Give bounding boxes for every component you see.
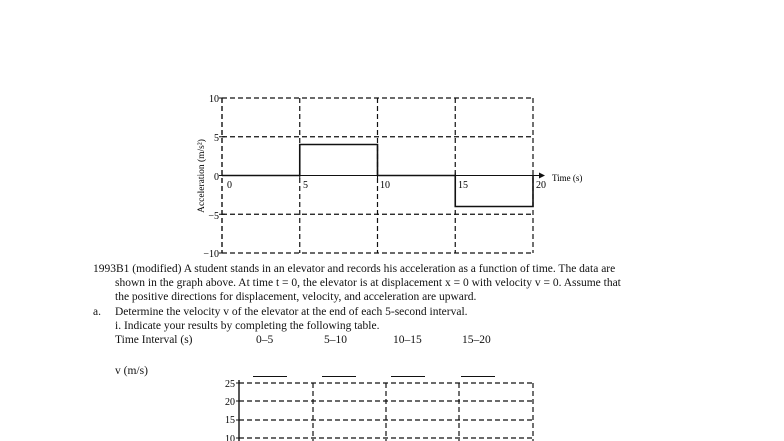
x-axis-label: Time (s) [552, 173, 583, 183]
velocity-answer-blank-3[interactable] [391, 376, 425, 377]
part-a-i-text: i. Indicate your results by completing the following table. [115, 320, 380, 332]
y-tick-label: −10 [203, 249, 219, 260]
x-tick-label: 15 [458, 180, 468, 191]
acceleration-x-tick-labels [227, 180, 546, 191]
y-tick-label: 0 [214, 172, 219, 183]
velocity-graph-grid [236, 380, 533, 441]
velocity-y-tick-labels [225, 379, 235, 441]
y-tick-label: 5 [214, 133, 219, 144]
x-tick-label: 0 [227, 180, 232, 191]
velocity-row-label: v (m/s) [115, 365, 148, 377]
y-tick-label: 10 [209, 94, 219, 105]
interval-header-0-5: 0–5 [256, 334, 274, 346]
x-tick-label: 5 [303, 180, 308, 191]
y-tick-label: 10 [225, 434, 235, 441]
y-tick-label: 15 [225, 415, 235, 426]
part-a-text: Determine the velocity v of the elevator at the end of each 5-second interval. [115, 306, 468, 318]
x-tick-label: 20 [536, 180, 546, 191]
problem-line-2: shown in the graph above. At time t = 0, the elevator is at displacement x = 0 with velocity v = 0. Assume that [115, 277, 621, 289]
problem-line-1: 1993B1 (modified) A student stands in an elevator and records his acceleration as a function of time. The data are [93, 263, 616, 275]
y-tick-label: 20 [225, 397, 235, 408]
time-interval-label: Time Interval (s) [115, 334, 193, 346]
y-axis-label: Acceleration (m/s²) [197, 139, 207, 213]
velocity-answer-blank-4[interactable] [461, 376, 495, 377]
part-a-label: a. [93, 306, 101, 318]
interval-header-5-10: 5–10 [324, 334, 347, 346]
velocity-answer-blank-2[interactable] [322, 376, 356, 377]
problem-line-3: the positive directions for displacement, velocity, and acceleration are upward. [115, 291, 477, 303]
x-tick-label: 10 [380, 180, 390, 191]
interval-header-10-15: 10–15 [393, 334, 422, 346]
velocity-answer-blank-1[interactable] [253, 376, 287, 377]
interval-header-15-20: 15–20 [462, 334, 491, 346]
x-axis-arrow-icon [539, 173, 545, 179]
y-tick-label: 25 [225, 379, 235, 390]
y-tick-label: −5 [208, 211, 219, 222]
